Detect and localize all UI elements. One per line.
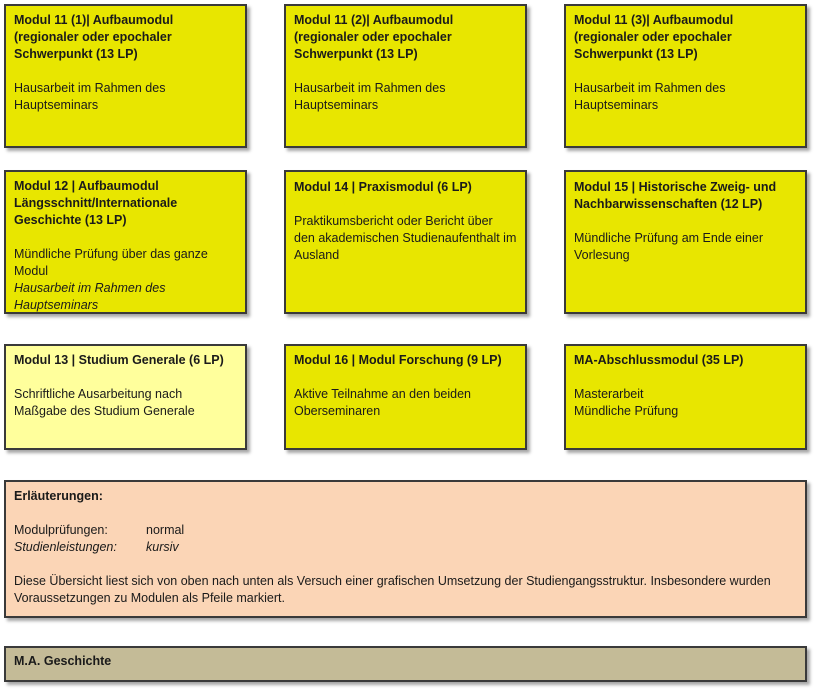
module-14-box [284,170,527,314]
module-thesis: Masterarbeit [574,387,644,401]
legend-row-exams [14,522,797,539]
module-15-box [564,170,807,314]
module-title: Modul 12 | Aufbaumodul Längsschnitt/Internationale Geschichte (13 LP) [14,179,178,227]
module-title: Modul 16 | Modul Forschung (9 LP) [294,353,502,367]
module-title: Modul 11 (1)| Aufbaumodul (regionaler oder epochaler Schwerpunkt (13 LP) [14,13,174,61]
module-16-box [284,344,527,450]
legend-note: Diese Übersicht liest sich von oben nach unten als Versuch einer grafischen Umsetzung der Studiengangsstruktur. Insbesondere wurden Voraussetzungen zu Modulen als Pfeile markiert. [14,574,771,605]
legend-key-exams: Modulprüfungen: [14,523,108,537]
module-title: Modul 15 | Historische Zweig- und Nachbarwissenschaften (12 LP) [574,180,777,211]
legend-row-coursework [14,539,797,556]
module-exam: Schriftliche Ausarbeitung nach Maßgabe des Studium Generale [14,387,195,418]
legend-box [4,480,807,618]
module-exam: Hausarbeit im Rahmen des Hauptseminars [294,81,446,112]
ma-final-module-box [564,344,807,450]
module-exam: Aktive Teilnahme an den beiden Oberseminaren [294,387,471,418]
module-exam: Hausarbeit im Rahmen des Hauptseminars [574,81,726,112]
module-13-box [4,344,247,450]
legend-key-coursework: Studienleistungen: [14,540,117,554]
module-11-3-box [564,4,807,148]
module-title: Modul 14 | Praxismodul (6 LP) [294,180,472,194]
module-exam: Mündliche Prüfung über das ganze Modul [14,247,208,278]
module-coursework: Hausarbeit im Rahmen des Hauptseminars [14,281,166,312]
module-title: Modul 13 | Studium Generale (6 LP) [14,353,224,367]
module-12-box [4,170,247,314]
module-title: Modul 11 (2)| Aufbaumodul (regionaler oder epochaler Schwerpunkt (13 LP) [294,13,454,61]
legend-spacer [14,505,797,522]
module-oral-exam: Mündliche Prüfung [574,404,679,418]
module-title: Modul 11 (3)| Aufbaumodul (regionaler oder epochaler Schwerpunkt (13 LP) [574,13,734,61]
legend-val-exams: normal [146,523,185,537]
module-title: MA-Abschlussmodul (35 LP) [574,353,744,367]
module-exam: Mündliche Prüfung am Ende einer Vorlesung [574,231,764,262]
module-exam: Hausarbeit im Rahmen des Hauptseminars [14,81,166,112]
legend-title: Erläuterungen: [14,489,103,503]
legend-val-coursework: kursiv [146,540,179,554]
program-title: M.A. Geschichte [14,654,112,668]
module-11-1-box [4,4,247,148]
module-exam: Praktikumsbericht oder Bericht über den akademischen Studienaufenthalt im Ausland [294,214,517,262]
program-footer [4,646,807,682]
module-11-2-box [284,4,527,148]
